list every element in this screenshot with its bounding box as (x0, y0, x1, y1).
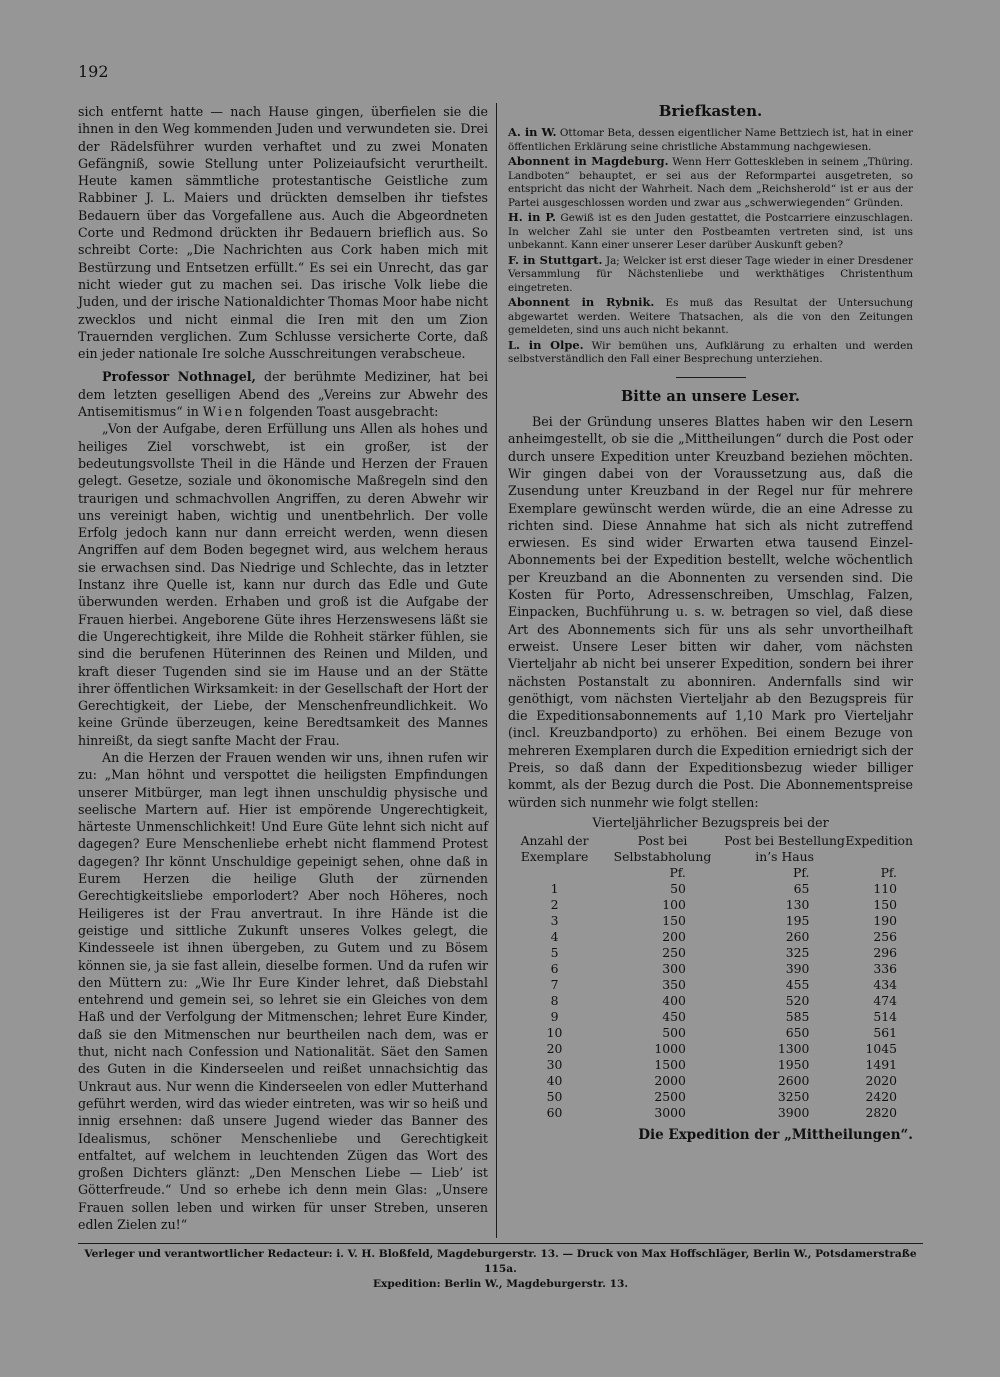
briefkasten-recipient: Abonnent in Rybnik. (508, 295, 655, 310)
price-table-row (508, 1089, 913, 1105)
price-table-header: Anzahl der Exemplare (520, 833, 589, 865)
briefkasten-text: Ja; Welcker ist erst dieser Tage wieder in einer Dresdener Versammlung für Nächstenliebe und werkthätiges Christenthum eingetreten. (508, 254, 914, 294)
price-table-cell: 300 (662, 961, 686, 977)
nothnagel-intro-city: Wien (202, 404, 246, 420)
price-table-cell: 40 (546, 1073, 563, 1089)
price-table-cell: 20 (546, 1041, 563, 1057)
price-table-cell: 7 (550, 977, 559, 993)
price-table-row (508, 961, 913, 977)
price-table-cell: 30 (546, 1057, 563, 1073)
price-table-cell: 1000 (654, 1041, 686, 1057)
imprint-line-2: Expedition: Berlin W., Magdeburgerstr. 13. (372, 1278, 629, 1290)
price-table-cell: 3900 (777, 1105, 810, 1121)
price-table (508, 833, 913, 1121)
price-table-cell: 260 (785, 929, 810, 945)
price-table-cell: 650 (785, 1025, 810, 1041)
price-table-cell: 50 (546, 1089, 563, 1105)
price-table-unit-spacer (508, 865, 601, 881)
briefkasten-entry (508, 126, 913, 154)
price-table-cell: 100 (662, 897, 686, 913)
price-table-row (508, 1009, 913, 1025)
price-table-cell: 455 (785, 977, 810, 993)
section-separator (676, 377, 746, 378)
price-table-header: Post bei Selbstabholung (613, 833, 712, 865)
price-table-row (508, 1105, 913, 1121)
nothnagel-intro-text-2: folgenden Toast ausgebracht: (245, 404, 439, 420)
briefkasten-recipient: H. in P. (508, 210, 557, 225)
briefkasten-recipient: F. in Stuttgart. (508, 252, 603, 267)
price-table-cell: 1300 (777, 1041, 810, 1057)
price-table-cell: 2 (550, 897, 559, 913)
price-table-cell: 1950 (777, 1057, 810, 1073)
imprint-footer (78, 1247, 923, 1292)
price-table-unit: Pf. (880, 865, 897, 881)
price-table-cell: 390 (785, 961, 810, 977)
price-table-cell: 110 (873, 881, 897, 897)
price-table-cell: 6 (550, 961, 559, 977)
price-table-cell: 3250 (777, 1089, 810, 1105)
price-table-unit: Pf. (669, 865, 686, 881)
nothnagel-intro (78, 368, 488, 420)
price-table-supertitle: Vierteljährlicher Bezugspreis bei der (592, 814, 829, 830)
nothnagel-headline: Professor Nothnagel, (102, 369, 256, 385)
price-table-cell: 400 (662, 993, 686, 1009)
price-table-cell: 3 (550, 913, 559, 929)
price-table-cell: 350 (662, 977, 686, 993)
price-table-row (508, 977, 913, 993)
price-table-cell: 585 (785, 1009, 810, 1025)
price-table-cell: 2600 (777, 1073, 810, 1089)
price-table-cell: 195 (785, 913, 810, 929)
price-table-cell: 2000 (654, 1073, 686, 1089)
toast-paragraph-1: „Von der Aufgabe, deren Erfüllung uns Allen als hohes und heiliges Ziel vorschwebt, ist ein großer, ist der bedeutungsvollste Theil in die Hände und Herzen der Frauen gelegt. Gesetze, soziale und ökonomische Maßregeln sind den traurigen und schmachvollen Angriffen, zu deren Abwehr wir uns vereinigt haben, wichtig und unentbehrlich. Der volle Erfolg jedoch kann nur dann erreicht werden, wenn diesen Angriffen auf dem Boden begegnet wird, aus welchem heraus sie erwachsen sind. Das Niedrige und Schlechte, das in letzter Instanz ihre Quelle ist, kann nur durch das Edle und Gute überwunden werden. Erhaben und groß ist die Aufgabe der Frauen hierbei. Angeborene Güte ihres Herzenswesens läßt sie die Ungerechtigkeit, ihre Milde die Rohheit stärker fühlen, sie sind die berufenen Hüterinnen des Reinen und Milden, und kraft dieser Tugenden sind sie im Hause und an der Stätte ihrer öffentlichen Wirksamkeit: in der Gesellschaft der Hort der Gerechtigkeit, der Liebe, der Menschenfreundlichkeit. Wo keine Gründe überzeugen, keine Beredtsamkeit des Mannes hinreißt, da siegt sanfte Macht der Frau. (78, 421, 488, 748)
price-table-cell: 200 (662, 929, 686, 945)
briefkasten-text: Es muß das Resultat der Untersuchung abgewartet werden. Weitere Thatsachen, als die von den Zeitungen gemeldeten, sind uns auch nicht bekannt. (508, 297, 913, 337)
price-table-cell: 561 (873, 1025, 897, 1041)
price-table-cell: 65 (793, 881, 810, 897)
price-table-cell: 256 (873, 929, 897, 945)
briefkasten-text: Wenn Herr Gotteskleben in seinem „Thüring. Landboten“ behauptet, er sei aus der Reformpartei ausgetreten, so entspricht das nicht der Wahrheit. Nach dem „Reichsherold“ ist er aus der Partei ausgeschlossen worden und zwar aus „schwerwiegenden“ Gründen. (508, 156, 913, 209)
price-table-cell: 520 (785, 993, 810, 1009)
toast-paragraph-2: An die Herzen der Frauen wenden wir uns, ihnen rufen wir zu: „Man höhnt und verspottet die heiligsten Empfindungen unserer Mitbürger, man legt ihnen unschuldig physische und seelische Martern auf. Hier ist empörende Ungerechtigkeit, härteste Unmenschlichkeit! Und Eure Güte lehnt sich nicht auf dagegen? Eure Menschenliebe erhebt nicht flammend Protest dagegen? Ihr könnt Unschuldige gepeinigt sehen, ohne daß in Eurem Herzen die heilige Gluth der zürnenden Gerechtigkeitsliebe emporlodert? Aber noch Höheres, noch Heiligeres ist der Frau anvertraut. In ihre Hände ist die geistige und sittliche Zukunft unseres Volkes gelegt, die Kindesseele ist ihnen übergeben, zu Gutem und zu Bösem können sie, ja sie fast allein, dieselbe formen. Und da rufen wir den Müttern zu: „Wie Ihr Eure Kinder lehret, daß Diebstahl entehrend und gemein sei, so lehret sie ein Gleiches von dem Haß und der Verfolgung der Mitmenschen; lehret Eure Kinder, daß sie den Mitmenschen nur beurtheilen nach dem, was er thut, nicht nach Confession und Nationalität. Säet den Samen des Guten in die Kinderseelen und reißet unnachsichtig das Unkraut aus. Nur wenn die Kinderseelen von edler Mutterhand geführt werden, wird das wieder eintreten, was wir so heiß und innig ersehnen: daß unsere Jugend wieder das Banner des Idealismus, schöner Menschenliebe und Gerechtigkeit entfaltet, auf welchem in leuchtenden Zügen das Wort des großen Dichters glänzt: „Den Menschen Liebe — Lieb’ ist Götterfreude.“ Und so erhebe ich denn mein Glas: „Unsere Frauen sollen leben und wirken für unser Streben, unseren edlen Zielen zu!“ (78, 749, 488, 1232)
briefkasten-text: Wir bemühen uns, Aufklärung zu erhalten und werden selbstverständlich den Fall einer Besprechung unterziehen. (508, 339, 914, 366)
price-table-cell: 190 (873, 913, 897, 929)
nothnagel-intro-text-1: der berühmte Mediziner, hat bei dem letzten geselligen Abend des „Vereins zur Abwehr des Antisemitismus“ in (78, 369, 488, 420)
price-table-cell: 130 (785, 897, 810, 913)
price-table-cell: 150 (873, 897, 897, 913)
imprint-line-1: Verleger und verantwortlicher Redacteur: i. V. H. Bloßfeld, Magdeburgerstr. 13. — Druck von Max Hoffschläger, Berlin W., Potsdamerstraße 115a. (84, 1248, 917, 1275)
price-table-cell: 1 (550, 881, 559, 897)
price-table-cell: 450 (662, 1009, 686, 1025)
price-table-cell: 434 (873, 977, 897, 993)
briefkasten-recipient: Abonnent in Magdeburg. (508, 154, 669, 169)
briefkasten-recipient: L. in Olpe. (508, 337, 584, 352)
right-column (508, 103, 913, 1145)
price-table-cell: 2020 (865, 1073, 897, 1089)
price-table-body (508, 881, 913, 1121)
price-table-cell: 250 (662, 945, 686, 961)
left-column (78, 103, 488, 1233)
price-table-cell: 2500 (654, 1089, 686, 1105)
price-table-header: Expedition (845, 833, 913, 849)
page-number: 192 (78, 62, 109, 81)
price-table-cell: 150 (662, 913, 686, 929)
price-table-cell: 514 (873, 1009, 897, 1025)
price-table-cell: 1045 (865, 1041, 897, 1057)
price-table-cell: 325 (785, 945, 810, 961)
price-table-cell: 3000 (654, 1105, 686, 1121)
price-table-cell: 10 (546, 1025, 563, 1041)
price-table-cell: 5 (550, 945, 559, 961)
price-table-cell: 8 (550, 993, 559, 1009)
price-table-row (508, 1025, 913, 1041)
briefkasten-recipient: A. in W. (508, 125, 557, 140)
briefkasten-entry (508, 211, 913, 253)
bitte-title: Bitte an unsere Leser. (621, 387, 800, 405)
briefkasten-entry (508, 296, 913, 338)
article-continuation: sich entfernt hatte — nach Hause gingen, überfielen sie die ihnen in den Weg kommenden Juden und verwundeten sie. Drei der Rädelsführer wurden verhaftet und zu zwei Monaten Gefängniß, sowie Stellung unter Polizeiaufsicht verurtheilt. Heute kamen sämmtliche protestantische Geistliche zum Rabbiner J. L. Maiers und drückten demselben ihr tiefstes Bedauern über das Vorgefallene aus. Auch die Abgeordneten Corte und Redmond drückten ihr Bedauern brieflich aus. So schreibt Corte: „Die Nachrichten aus Cork haben mich mit Bestürzung und Entsetzen erfüllt.“ Es sei ein Unrecht, das gar nicht wieder gut zu machen sei. Das irische Volk liebe die Juden, und der irische Nationaldichter Thomas Moor habe nicht zwecklos und nicht einmal die Iren mit den um Zion Trauernden verglichen. Zum Schlusse versicherte Corte, daß ein jeder nationale Ire solche Ausschreitungen verabscheue. (78, 104, 489, 362)
price-table-cell: 1500 (654, 1057, 686, 1073)
briefkasten-text: Ottomar Beta, dessen eigentlicher Name Bettziech ist, hat in einer öffentlichen Erklärung seine christliche Abstammung nachgewiesen. (508, 127, 913, 153)
briefkasten-title: Briefkasten. (658, 102, 763, 120)
price-table-row (508, 1073, 913, 1089)
price-table-row (508, 1057, 913, 1073)
price-table-row (508, 929, 913, 945)
briefkasten-text: Gewiß ist es den Juden gestattet, die Postcarriere einzuschlagen. In welcher Zahl sie unter den Postbeamten vertreten sind, ist uns unbekannt. Kann einer unserer Leser darüber Auskunft geben? (508, 212, 913, 252)
bitte-paragraph: Bei der Gründung unseres Blattes haben wir den Lesern anheimgestellt, ob sie die „Mittheilungen“ durch die Post oder durch unsere Expedition unter Kreuzband beziehen möchten. Wir gingen dabei von der Voraussetzung aus, daß die Zusendung unter Kreuzband in der Regel nur für mehrere Exemplare gewünscht werden würde, die an eine Adresse zu richten sind. Diese Annahme hat sich als nicht zutreffend erwiesen. Es sind wider Erwarten etwa tausend Einzel-Abonnements bei der Expedition bestellt, welche wöchentlich per Kreuzband an die Abonnenten zu versenden sind. Die Kosten für Porto, Adressenschreiben, Umschlag, Falzen, Einpacken, Buchführung u. s. w. betragen so viel, daß diese Art des Abonnements sich für uns als sehr unvortheilhaft erweist. Unsere Leser bitten wir daher, vom nächsten Vierteljahr ab nicht bei unserer Expedition, sondern bei ihrer nächsten Postanstalt zu abonniren. Andernfalls sind wir genöthigt, vom nächsten Vierteljahr ab den Bezugspreis für die Expeditionsabonnements auf 1,10 Mark pro Vierteljahr (incl. Kreuzbandporto) zu erhöhen. Bei einem Bezuge von mehreren Exemplaren durch die Expedition erniedrigt sich der Preis, so daß dann der Expeditionsbezug wieder billiger kommt, als der Bezug durch die Post. Die Abonnementspreise würden sich nunmehr wie folgt stellen: (508, 414, 913, 810)
price-table-cell: 474 (873, 993, 897, 1009)
price-table-unit: Pf. (792, 865, 810, 881)
price-table-cell: 9 (550, 1009, 559, 1025)
price-table-cell: 336 (873, 961, 897, 977)
price-table-cell: 50 (670, 881, 686, 897)
price-table-row (508, 993, 913, 1009)
column-divider (496, 103, 497, 1238)
price-table-cell: 1491 (865, 1057, 897, 1073)
price-table-row (508, 1041, 913, 1057)
price-table-header: Post bei Bestellung in’s Haus (724, 833, 845, 865)
briefkasten-entry (508, 254, 913, 296)
price-table-cell: 296 (873, 945, 897, 961)
briefkasten-entry (508, 155, 913, 210)
price-table-row (508, 897, 913, 913)
expedition-signature: Die Expedition der „Mittheilungen“. (638, 1127, 913, 1144)
briefkasten-entry (508, 339, 913, 367)
price-table-row (508, 945, 913, 961)
footer-rule (78, 1243, 923, 1244)
price-table-row (508, 881, 913, 897)
price-table-cell: 2820 (865, 1105, 897, 1121)
price-table-cell: 60 (546, 1105, 563, 1121)
price-table-row (508, 913, 913, 929)
price-table-cell: 2420 (865, 1089, 897, 1105)
price-table-cell: 4 (550, 929, 559, 945)
price-table-cell: 500 (662, 1025, 686, 1041)
